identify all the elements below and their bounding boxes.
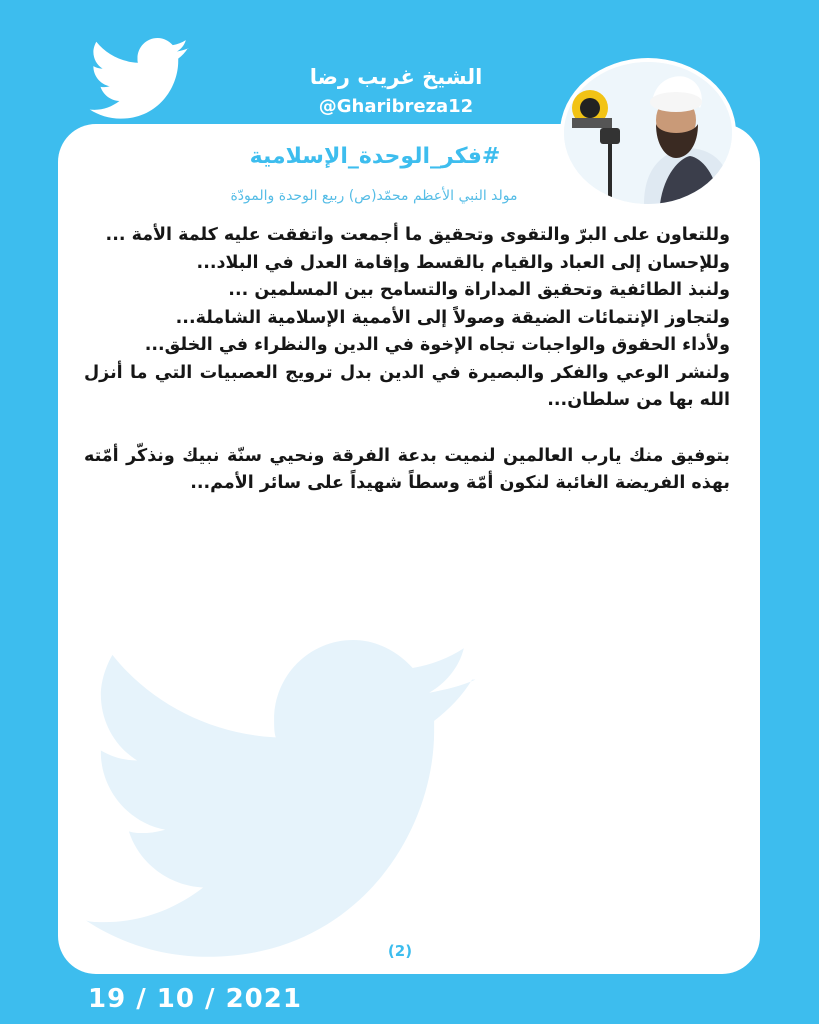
page-number: (2) xyxy=(387,942,413,960)
tweet-subtitle: مولد النبي الأعظم محمّد(ص) ربيع الوحدة والمودّة xyxy=(230,188,518,204)
body-paragraph: ولنبذ الطائفية وتحقيق المداراة والتسامح بين المسلمين ... xyxy=(228,280,730,300)
body-paragraph: وللإحسان إلى العباد والقيام بالقسط وإقامة العدل في البلاد... xyxy=(196,252,730,273)
tweet-body xyxy=(84,222,730,498)
body-paragraph: ولنشر الوعي والفكر والبصيرة في الدين بدل ترويج العصبيات التي ما أنزل الله بها من سلطان... xyxy=(84,362,730,410)
body-paragraph: ولأداء الحقوق والواجبات تجاه الإخوة في الدين والنظراء في الخلق... xyxy=(144,335,730,355)
twitter-bird-icon xyxy=(86,38,194,122)
twitter-bird-watermark-icon xyxy=(74,640,494,970)
body-paragraph: وللتعاون على البرّ والتقوى وتحقيق ما أجمعت واتفقت عليه كلمة الأمة ... xyxy=(105,225,730,245)
closing-paragraph: بتوفيق منك يارب العالمين لنميت بدعة الفرقة ونحيي سنّة نبيك ونذكّر أمّته بهذه الفريضة الغائبة لنكون أمّة وسطاً شهيداً على سائر الأمم... xyxy=(84,445,730,493)
profile-photo-icon xyxy=(564,62,732,204)
author-handle[interactable]: @Gharibreza12 xyxy=(318,96,474,117)
paragraph-spacer xyxy=(84,415,730,443)
body-paragraph: ولتجاوز الإنتمائات الضيقة وصولاً إلى الأممية الإسلامية الشاملة... xyxy=(175,307,730,328)
hashtag-link[interactable]: #فكر_الوحدة_الإسلامية xyxy=(249,144,501,169)
author-name: الشيخ غريب رضا xyxy=(309,65,483,89)
post-date: 19 / 10 / 2021 xyxy=(88,984,302,1014)
